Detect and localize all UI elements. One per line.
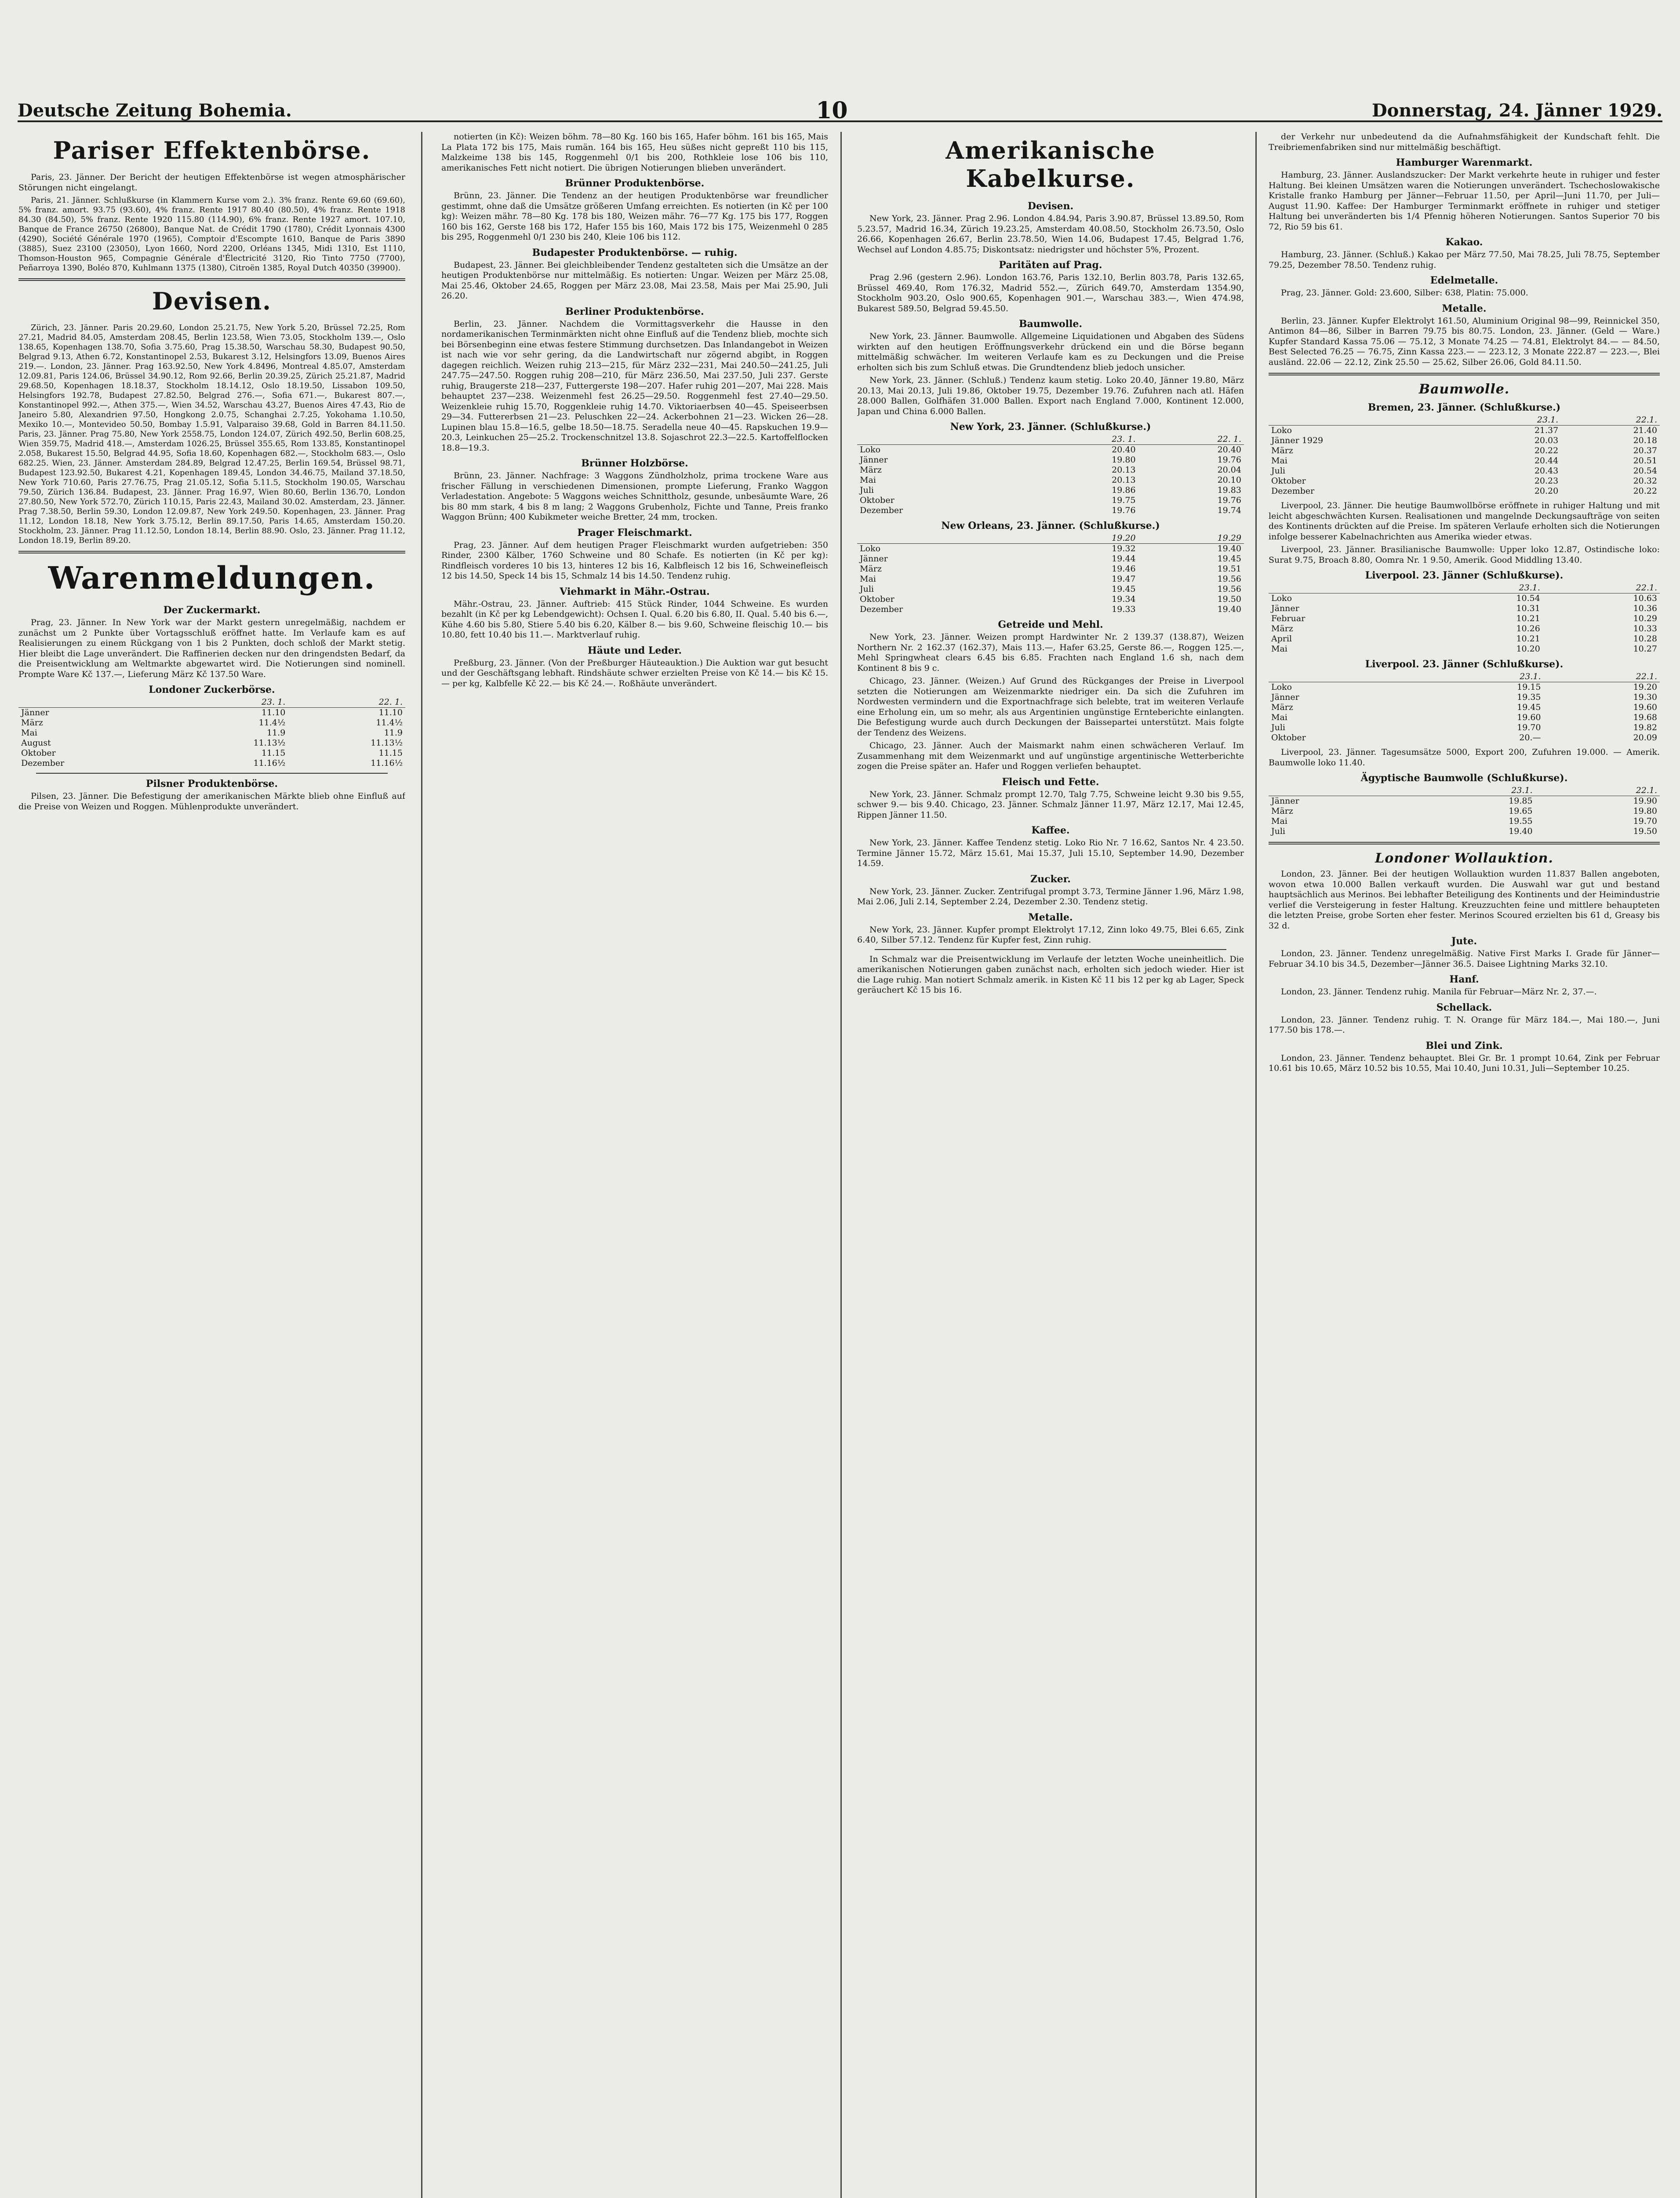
row-label: Juli — [1271, 466, 1286, 476]
table-cell: 11.15 — [378, 748, 403, 758]
table-cell: 19.75 — [1112, 495, 1136, 505]
table-row — [857, 574, 1244, 584]
egyptian-cotton-table — [1269, 786, 1660, 837]
table-cell: 10.31 — [1516, 604, 1540, 613]
subheading: Metalle. — [1442, 302, 1487, 314]
article-text: London, 23. Jänner. Tendenz unregelmäßig. Native First Marks I. Grade für Jänner—Februar 34.10 bis 34.5, Dezember—Jänner 36.5. Daisee Lightning Marks 32.10. — [1269, 949, 1660, 969]
table-header — [857, 434, 1033, 445]
table-cell: 20.54 — [1633, 466, 1657, 476]
new-orleans-cotton-table — [857, 533, 1244, 615]
table-cell: 19.70 — [1517, 723, 1541, 732]
subheading: Berliner Produktenbörse. — [565, 306, 704, 317]
table-row — [1269, 713, 1660, 723]
row-label: Dezember — [860, 604, 903, 614]
table-cell: 19.45 — [1112, 584, 1136, 594]
article-text: Chicago, 23. Jänner. Auch der Maismarkt nahm einen schwächeren Verlauf. Im Zusammenhang mit dem Weizenmarkt und auf ungünstige argentinische Wetterberichte zogen die Preise später an. Hafer und Roggen verliefen behauptet. — [857, 741, 1244, 771]
table-cell: 11.9 — [384, 728, 403, 738]
table-header: 22.1. — [1561, 415, 1660, 426]
table-cell: 19.47 — [1112, 574, 1136, 584]
article-text: New York, 23. Jänner. Kupfer prompt Elektrolyt 17.12, Zinn loko 49.75, Blei 6.65, Zink 6.40, Silber 57.12. Tendenz für Kupfer fest, Zinn ruhig. — [857, 924, 1244, 945]
table-header — [18, 697, 171, 708]
article-text: New York, 23. Jänner. Schmalz prompt 12.70, Talg 7.75, Schweine leicht 9.30 bis 9.55, schwer 9.— bis 9.40. Chicago, 23. Jänner. Schmalz Jänner 11.97, März 12.17, Mai 12.45, Rippen Jänner 11.50. — [857, 789, 1244, 820]
subheading: Londoner Zuckerbörse. — [149, 684, 275, 695]
table-cell: 20.23 — [1534, 476, 1559, 486]
row-label: Juli — [860, 485, 874, 495]
article-text: Prag, 23. Jänner. In New York war der Markt gestern unregelmäßig, nachdem er zunächst um 2 Punkte über Vortagsschluß eröffnet hatte. Im Verlaufe kam es auf Realisierungen zu einem Rückgang von 1 bis 2 Punkten, doch schloß der Markt stetig. Hier bleibt die Lage unverändert. Die Raffinerien decken nur den dringendsten Bedarf, da die Preisentwicklung am Weltmarkte abgewartet wird. Die Notierungen sind nominell. Prompte Ware Kč 137.—, Lieferung März Kč 137.50 Ware. — [18, 618, 405, 679]
article-text: New York, 23. Jänner. (Schluß.) Tendenz kaum stetig. Loko 20.40, Jänner 19.80, März 20.13, Mai 20.13, Juli 19.86, Oktober 19.75, Dezember 19.76. Zufuhren nach atl. Häfen 28.000 Ballen, Golfhäfen 31.000 Ballen. Export nach England 7.000, Kontinent 12.000, Japan und China 6.000 Ballen. — [857, 375, 1244, 416]
section-title-devisen: Devisen. — [152, 287, 272, 315]
subheading: Liverpool. 23. Jänner (Schlußkurse). — [1365, 659, 1564, 670]
subheading: Getreide und Mehl. — [998, 619, 1103, 630]
row-label: Oktober — [21, 748, 56, 758]
table-cell: 11.13½ — [253, 738, 286, 748]
table-cell: 19.76 — [1217, 455, 1241, 465]
row-label: Mai — [21, 728, 37, 738]
row-label: März — [860, 465, 882, 475]
article-text: Prag 2.96 (gestern 2.96). London 163.76, Paris 132.10, Berlin 803.78, Paris 132.65, Brüssel 469.40, Rom 176.32, Madrid 552.—, Zürich 649.70, Amsterdam 1354.90, Stockholm 903.20, Oslo 900.65, Kopenhagen 901.—, Warschau 383.—, Wien 474.98, Bukarest 589.50, Belgrad 59.45.50. — [857, 273, 1244, 313]
article-text: New York, 23. Jänner. Prag 2.96. London 4.84.94, Paris 3.90.87, Brüssel 13.89.50, Rom 5.23.57, Madrid 16.34, Zürich 19.23.25, Amsterdam 40.08.50, Stockholm 26.73.50, Oslo 26.66, Kopenhagen 26.67, Berlin 23.78.50, Wien 14.06, Budapest 17.45, Belgrad 1.76, Wechsel auf London 4.85.75; Diskontsatz: niedrigster und höchster 5%, Prozent. — [857, 214, 1244, 255]
table-cell: 10.27 — [1633, 644, 1657, 654]
row-label: Mai — [1271, 644, 1287, 654]
article-text: Prag, 23. Jänner. Auf dem heutigen Prager Fleischmarkt wurden aufgetrieben: 350 Rinder, 2300 Kälber, 1760 Schweine und 80 Schafe. Es notierten (in Kč per kg): Rindfleisch vorderes 10 bis 13, hinteres 12 bis 16, Kalbfleisch 12 bis 16, Schweinefleisch 12 bis 14.50, Speck 14 bis 15, Schmalz 14 bis 14.50. Tendenz ruhig. — [441, 540, 828, 581]
table-cell: 10.21 — [1516, 634, 1540, 644]
paper-title: Deutsche Zeitung Bohemia. — [18, 100, 292, 121]
table-cell: 11.9 — [267, 728, 286, 738]
table-row — [1269, 426, 1660, 436]
subheading: New Orleans, 23. Jänner. (Schlußkurse.) — [941, 520, 1160, 531]
table-header: 22.1. — [1544, 672, 1660, 682]
table-row — [857, 604, 1244, 615]
table-header — [1269, 672, 1427, 682]
table-cell: 19.80 — [1633, 806, 1657, 816]
subheading: Devisen. — [1027, 200, 1074, 212]
subheading: Zucker. — [1030, 873, 1071, 885]
table-cell: 19.30 — [1633, 692, 1657, 702]
table-row — [1269, 634, 1660, 644]
article-text: Liverpool, 23. Jänner. Die heutige Baumwollbörse eröffnete in ruhiger Haltung und mit leicht abgeschwächten Kursen. Realisationen und mangelnde Deckungsaufträge von seiten des Kontinents drückten auf die Preise. Im späteren Verlaufe erholten sich die Notierungen infolge besserer Kabelnachrichten aus Amerika wieder etwas. — [1269, 501, 1660, 542]
table-cell: 19.74 — [1217, 506, 1241, 515]
table-header: 23. 1. — [1033, 434, 1138, 445]
column-3 — [857, 132, 1244, 2198]
article-text: Hamburg, 23. Jänner. Auslandszucker: Der Markt verkehrte heute in ruhiger und fester Haltung. Bei kleinen Umsätzen waren die Notierungen unverändert. Tschechoslowakische Kristalle franko Hamburg per Jänner—Februar 11.50, per April—Juni 11.70, per Juli—August 11.90. Kaffee: Der Hamburger Terminmarkt eröffnete in ruhiger und stetiger Haltung bei unveränderten bis 1/4 Pfennig höheren Notierungen. Santos Superior 70 bis 72, Rio 59 bis 61. — [1269, 170, 1660, 232]
subheading: Häute und Leder. — [588, 644, 682, 656]
table-row — [18, 738, 405, 748]
row-label: Jänner — [1271, 692, 1299, 702]
column-1 — [18, 132, 405, 2198]
issue-date: Donnerstag, 24. Jänner 1929. — [1371, 100, 1662, 121]
row-label: Jänner — [21, 708, 49, 717]
divider — [18, 278, 405, 281]
table-cell: 19.56 — [1217, 584, 1241, 594]
table-cell: 19.44 — [1112, 554, 1136, 564]
table-header — [1269, 786, 1411, 796]
row-label: Loko — [1271, 593, 1292, 603]
article-text: Liverpool, 23. Jänner. Tagesumsätze 5000, Export 200, Zufuhren 19.000. — Amerik. Baumwolle loko 11.40. — [1269, 747, 1660, 768]
row-label: Oktober — [860, 594, 895, 604]
table-row — [857, 495, 1244, 506]
table-row — [1269, 436, 1660, 446]
row-label: August — [21, 738, 51, 748]
bremen-cotton-table — [1269, 415, 1660, 496]
row-label: Loko — [1271, 682, 1292, 692]
table-cell: 19.55 — [1509, 816, 1533, 826]
column-rule — [421, 132, 422, 2198]
table-cell: 10.28 — [1633, 634, 1657, 644]
article-text: Paris, 23. Jänner. Der Bericht der heutigen Effektenbörse ist wegen atmosphärischer Störungen nicht eingelangt. — [18, 172, 405, 193]
table-cell: 10.36 — [1633, 604, 1657, 613]
subheading: Paritäten auf Prag. — [999, 259, 1102, 271]
row-label: Mai — [1271, 456, 1287, 466]
subheading: Jute. — [1451, 935, 1477, 947]
section-title-amerikanische-kabelkurse: Amerikanische Kabelkurse. — [945, 136, 1156, 193]
table-cell: 10.21 — [1516, 614, 1540, 623]
table-row — [1269, 733, 1660, 743]
table-cell: 20.22 — [1633, 486, 1657, 496]
table-cell: 19.85 — [1509, 796, 1533, 806]
table-cell: 19.15 — [1517, 682, 1541, 692]
article-text: Brünn, 23. Jänner. Die Tendenz an der heutigen Produktenbörse war freundlicher gestimmt, ohne daß die Umsätze größeren Umfang erreichten. Es notierten (in Kč per 100 kg): Weizen mähr. 78—80 Kg. 178 bis 180, Weizen mähr. 76—77 Kg. 175 bis 177, Roggen 160 bis 162, Gerste 168 bis 172, Hafer 155 bis 160, Mais 172 bis 175, Weizenmehl 0 285 bis 295, Roggenmehl 0/1 230 bis 240, Kleie 106 bis 112. — [441, 191, 828, 242]
row-label: Dezember — [1271, 486, 1315, 496]
table-cell: 20.20 — [1534, 486, 1559, 496]
table-cell: 10.54 — [1516, 593, 1540, 603]
subheading: Hamburger Warenmarkt. — [1396, 157, 1533, 168]
subheading: Kaffee. — [1031, 825, 1070, 836]
subheading: Der Zuckermarkt. — [163, 604, 261, 616]
article-text: Mähr.-Ostrau, 23. Jänner. Auftrieb: 415 Stück Rinder, 1044 Schweine. Es wurden bezahlt (in Kč per kg Lebendgewicht): Ochsen I. Qual. 6.20 bis 6.80, II. Qual. 5.40 bis 6.—, Kühe 4.60 bis 5.80, Stiere 5.40 bis 6.20, Kälber 8.— bis 9.60, Schweine fleischig 10.— bis 10.80, fett 10.40 bis 11.—. Marktverlauf ruhig. — [441, 599, 828, 640]
row-label: Februar — [1271, 614, 1305, 623]
table-row — [1269, 604, 1660, 614]
table-row — [18, 718, 405, 728]
table-cell: 20.18 — [1633, 436, 1657, 445]
row-label: Loko — [860, 445, 881, 455]
table-row — [857, 465, 1244, 475]
row-label: Loko — [1271, 426, 1292, 435]
row-label: Jänner — [860, 554, 888, 564]
subheading: Metalle. — [1028, 911, 1073, 923]
table-cell: 11.4½ — [376, 718, 403, 728]
divider — [875, 949, 1226, 950]
table-cell: 19.70 — [1633, 816, 1657, 826]
article-text: Paris, 21. Jänner. Schlußkurse (in Klammern Kurse vom 2.). 3% franz. Rente 69.60 (69.60), 5% franz. amort. 93.75 (93.60), 4% franz. Rente 1917 80.40 (80.50), 4% franz. Rente 1918 84.30 (84.50), 5% franz. Rente 1920 115.80 (114.90), 6% franz. Rente 1927 amort. 107.10, Banque de France 26750 (26800), Banque Nat. de Crédit 1790 (1780), Crédit Lyonnais 4300 (4290), Société Générale 1970 (1965), Comptoir d'Escompte 1610, Banque de Paris 3890 (3885), Suez 23100 (23050), Lyon 1660, Nord 2200, Orléans 1345, Midi 1310, Est 1110, Thomson-Houston 965, Compagnie Générale d'Électricité 3120, Rio Tinto 7750 (7700), Peñarroya 1390, Boléo 870, Kuhlmann 1375 (1380), Citroën 1385, Royal Dutch 40350 (39900). — [18, 196, 405, 273]
table-cell: 19.34 — [1112, 594, 1136, 604]
row-label: Juli — [1271, 826, 1286, 836]
table-cell: 19.45 — [1217, 554, 1241, 564]
table-cell: 20.37 — [1633, 446, 1657, 455]
table-header: 22.1. — [1543, 583, 1660, 593]
row-label: März — [21, 718, 43, 728]
table-header: 22. 1. — [1138, 434, 1244, 445]
subheading: Pilsner Produktenbörse. — [145, 778, 278, 790]
table-row — [1269, 644, 1660, 654]
table-row — [857, 564, 1244, 574]
table-header — [1269, 583, 1426, 593]
article-text: Prag, 23. Jänner. Gold: 23.600, Silber: 638, Platin: 75.000. — [1281, 288, 1528, 298]
table-cell: 11.10 — [261, 708, 286, 717]
table-cell: 20.— — [1519, 733, 1541, 742]
row-label: Juli — [1271, 723, 1286, 732]
row-label: Juli — [860, 584, 874, 594]
table-cell: 11.10 — [378, 708, 403, 717]
table-cell: 19.60 — [1633, 702, 1657, 712]
table-header: 22.1. — [1535, 786, 1660, 796]
subheading: Hanf. — [1449, 974, 1479, 985]
table-cell: 20.40 — [1112, 445, 1136, 455]
table-row — [857, 475, 1244, 485]
table-row — [1269, 624, 1660, 634]
row-label: März — [1271, 702, 1293, 712]
article-text: Hamburg, 23. Jänner. (Schluß.) Kakao per März 77.50, Mai 78.25, Juli 78.75, September 79.25, Dezember 78.50. Tendenz ruhig. — [1269, 250, 1660, 270]
article-text: London, 23. Jänner. Tendenz ruhig. Manila für Februar—März Nr. 2, 37.—. — [1281, 987, 1597, 997]
row-label: Jänner — [1271, 604, 1299, 613]
article-text: London, 23. Jänner. Bei der heutigen Wollauktion wurden 11.837 Ballen angeboten, wovon etwa 10.000 Ballen verkauft wurden. Die Auswahl war gut und bestand hauptsächlich aus Merinos. Bei lebhafter Beteiligung des Kontinents und der Heimindustrie verlief die Versteigerung in fester Haltung. Kreuzzuchten feine und mittlere behaupteten die letzten Preise, grobe Sorten eher fester. Merinos Scoured erzielten bis 61 d, Greasy bis 32 d. — [1269, 869, 1660, 931]
table-cell: 11.4½ — [258, 718, 286, 728]
table-row — [18, 708, 405, 718]
table-cell: 19.76 — [1217, 495, 1241, 505]
table-row — [1269, 466, 1660, 476]
table-cell: 19.46 — [1112, 564, 1136, 574]
london-sugar-table — [18, 697, 405, 768]
table-cell: 19.80 — [1112, 455, 1136, 465]
table-cell: 20.13 — [1112, 475, 1136, 485]
row-label: Mai — [860, 574, 876, 584]
liverpool-cotton-table — [1269, 583, 1660, 654]
table-cell: 20.04 — [1217, 465, 1241, 475]
table-cell: 19.20 — [1633, 682, 1657, 692]
article-text: Berlin, 23. Jänner. Kupfer Elektrolyt 161.50, Aluminium Original 98—99, Reinnickel 350, Antimon 84—86, Silber in Barren 79.75 bis 80.75. London, 23. Jänner. (Geld — Ware.) Kupfer Standard Kassa 75.06 — 75.12, 3 Monate 74.25 — 74.81, Elektrolyt 84.— — 84.50, Best Selected 76.25 — 76.75, Zinn Kassa 223.— — 223.12, 3 Monate 222.87 — 223.—, Blei ausländ. 22.06 — 22.12, Zink 25.50 — 25.62, Silber 26.06, Gold 84.11.50. — [1269, 316, 1660, 367]
table-cell: 20.43 — [1534, 466, 1559, 476]
section-title-warenmeldungen: Warenmeldungen. — [48, 560, 376, 596]
table-cell: 19.56 — [1217, 574, 1241, 584]
column-rule — [1255, 132, 1257, 2198]
table-cell: 19.60 — [1517, 713, 1541, 722]
table-header: 23.1. — [1411, 786, 1535, 796]
table-cell: 19.68 — [1633, 713, 1657, 722]
table-cell: 19.50 — [1633, 826, 1657, 836]
subheading: Liverpool. 23. Jänner (Schlußkurse). — [1365, 570, 1564, 581]
divider — [36, 773, 388, 774]
subheading: Ägyptische Baumwolle (Schlußkurse). — [1360, 772, 1568, 784]
table-cell: 20.22 — [1534, 446, 1559, 455]
section-title-wollauktion: Londoner Wollauktion. — [1375, 851, 1553, 866]
subheading: Fleisch und Fette. — [1002, 776, 1099, 788]
subheading: Blei und Zink. — [1425, 1040, 1503, 1052]
table-row — [1269, 692, 1660, 702]
table-cell: 19.40 — [1217, 544, 1241, 553]
table-row — [1269, 723, 1660, 733]
table-row — [1269, 826, 1660, 837]
table-cell: 19.45 — [1517, 702, 1541, 712]
table-cell: 10.26 — [1516, 624, 1540, 633]
table-row — [1269, 614, 1660, 624]
row-label: Dezember — [860, 506, 903, 515]
table-cell: 20.03 — [1534, 436, 1559, 445]
article-text: New York, 23. Jänner. Kaffee Tendenz stetig. Loko Rio Nr. 7 16.62, Santos Nr. 4 23.50. Termine Jänner 15.72, März 15.61, Mai 15.37, Juli 15.10, September 14.90, Dezember 14.59. — [857, 838, 1244, 868]
subheading: Budapester Produktenbörse. — ruhig. — [532, 247, 738, 258]
table-row — [1269, 816, 1660, 826]
table-cell: 11.13½ — [371, 738, 403, 748]
page-number: 10 — [816, 97, 848, 124]
article-text: New York, 23. Jänner. Zucker. Zentrifugal prompt 3.73, Termine Jänner 1.96, März 1.98, Mai 2.06, Juli 2.14, September 2.24, Dezember 2.30. Tendenz stetig. — [857, 886, 1244, 906]
table-row — [1269, 446, 1660, 456]
subheading: New York, 23. Jänner. (Schlußkurse.) — [950, 421, 1151, 433]
row-label: Mai — [860, 475, 876, 485]
subheading: Brünner Holzbörse. — [581, 458, 688, 469]
article-text: der Verkehr nur unbedeutend da die Aufnahmsfähigkeit der Kundschaft fehlt. Die Treibriemenfabriken sind nur mittelmäßig beschäftigt. — [1269, 132, 1660, 152]
row-label: März — [1271, 624, 1293, 633]
row-label: April — [1271, 634, 1292, 644]
table-row — [857, 506, 1244, 516]
table-header: 23.1. — [1426, 583, 1543, 593]
article-text: New York, 23. Jänner. Baumwolle. Allgemeine Liquidationen und Abgaben des Südens wirkten auf den heutigen Eröffnungsverkehr drückend ein und die Börse begann mittelmäßig schwächer. Im weiteren Verlaufe kam es zu Deckungen und die Preise erholten sich bis zum Schluß etwas. Die Grundtendenz blieb jedoch unsicher. — [857, 331, 1244, 372]
table-row — [18, 728, 405, 738]
divider — [1269, 373, 1660, 375]
table-row — [857, 485, 1244, 495]
row-label: Jänner — [860, 455, 888, 465]
table-cell: 19.33 — [1112, 604, 1136, 614]
column-4 — [1269, 132, 1660, 2198]
table-cell: 11.16½ — [371, 758, 403, 768]
article-text: Liverpool, 23. Jänner. Brasilianische Baumwolle: Upper loko 12.87, Ostindische loko: Surat 9.75, Broach 8.80, Oomra Nr. 1 9.50, Amerik. Good Middling 13.40. — [1269, 545, 1660, 565]
table-cell: 10.29 — [1633, 614, 1657, 623]
table-row — [857, 445, 1244, 455]
article-text: Brünn, 23. Jänner. Nachfrage: 3 Waggons Zündholzholz, prima trockene Ware aus frischer Fällung in verschiedenen Dimensionen, prompte Lieferung, Franko Waggon Verladestation. Angebote: 5 Waggons weiches Schnittholz, gesunde, unbesäumte Ware, 26 bis 80 mm stark, 4 bis 8 m lang; 2 Waggons Grubenholz, Fichte und Tanne, Preis franko Waggon Brünn; 400 Kubikmeter weiche Bretter, 24 mm, trocken. — [441, 471, 828, 522]
subheading: Brünner Produktenbörse. — [565, 178, 705, 189]
subheading: Schellack. — [1436, 1001, 1492, 1013]
table-header: 19.20 — [1033, 533, 1138, 544]
article-text: Pilsen, 23. Jänner. Die Befestigung der amerikanischen Märkte blieb ohne Einfluß auf die Preise von Weizen und Roggen. Mühlenprodukte unverändert. — [18, 791, 405, 812]
table-row — [18, 748, 405, 758]
table-row — [1269, 476, 1660, 486]
table-row — [1269, 702, 1660, 713]
table-header: 23.1. — [1427, 672, 1543, 682]
section-title-paris: Pariser Effektenbörse. — [53, 136, 371, 164]
table-cell: 19.76 — [1112, 506, 1136, 515]
article-text: Zürich, 23. Jänner. Paris 20.29.60, London 25.21.75, New York 5.20, Brüssel 72.25, Rom 27.21, Madrid 84.05, Amsterdam 208.45, Berlin 123.58, Wien 73.05, Stockholm 139.—, Oslo 138.65, Kopenhagen 138.70, Sofia 3.75.60, Prag 15.38.50, Warschau 58.30, Budapest 90.50, Belgrad 9.13, Athen 6.72, Konstantinopel 2.53, Bukarest 3.12, Helsingfors 13.09, Buenos Aires 219.—. London, 23. Jänner. Prag 163.92.50, New York 4.8496, Montreal 4.85.07, Amsterdam 12.09.81, Paris 124.06, Brüssel 34.90.12, Rom 92.66, Berlin 20.39.25, Zürich 25.21.87, Madrid 29.68.50, Kopenhagen 18.18.37, Stockholm 18.14.12, Oslo 18.19.50, Lissabon 109.50, Helsingfors 192.78, Budapest 27.82.50, Belgrad 276.—, Sofia 671.—, Bukarest 807.—, Konstantinopel 992.—, Athen 375.—, Wien 34.52, Warschau 43.27, Buenos Aires 47.43, Rio de Janeiro 5.80, Alexandrien 97.50, Hongkong 2.0.75, Schanghai 2.7.25, Yokohama 1.10.50, Mexiko 10.—, Montevideo 50.50, Bombay 1.5.91, Valparaiso 39.68, Gold in Barren 84.11.50. Paris, 23. Jänner. Prag 75.80, New York 2558.75, London 124.07, Zürich 492.50, Berlin 608.25, Wien 359.75, Madrid 418.—, Amsterdam 1026.25, Brüssel 355.65, Rom 133.85, Konstantinopel 2.058, Bukarest 15.50, Belgrad 44.95, Sofia 18.60, Kopenhagen 682.—, Stockholm 683.—, Oslo 682.25. Wien, 23. Jänner. Amsterdam 284.89, Belgrad 12.47.25, Berlin 169.54, Brüssel 98.71, Budapest 123.92.50, Bukarest 4.21, Kopenhagen 189.45, London 34.46.75, Mailand 37.18.50, New York 710.60, Paris 27.76.75, Prag 21.05.12, Sofia 5.11.5, Stockholm 190.05, Warschau 79.50, Zürich 136.84. Budapest, 23. Jänner. Prag 16.97, Wien 80.60, Berlin 136.70, London 27.80.50, New York 572.70, Zürich 110.15, Paris 22.43, Mailand 30.02. Amsterdam, 23. Jänner. Prag 7.38.50, Berlin 59.30, London 12.09.87, New York 249.50. Kopenhagen, 23. Jänner. Prag 11.12, London 18.18, New York 3.75.12, Berlin 89.17.50, Paris 14.65, Amsterdam 150.20. Stockholm, 23. Jänner. Prag 11.12.50, London 18.14, Berlin 88.90. Oslo, 23. Jänner. Prag 11.12, London 18.19, Berlin 89.20. — [18, 323, 405, 545]
table-cell: 19.32 — [1112, 544, 1136, 553]
table-header — [857, 533, 1033, 544]
table-row — [18, 758, 405, 768]
table-cell: 19.35 — [1517, 692, 1541, 702]
row-label: Oktober — [860, 495, 895, 505]
table-row — [857, 455, 1244, 465]
article-text: London, 23. Jänner. Tendenz behauptet. Blei Gr. Br. 1 prompt 10.64, Zink per Februar 10.61 bis 10.65, März 10.52 bis 10.55, Mai 10.40, Juni 10.31, Juli—September 10.25. — [1269, 1053, 1660, 1073]
table-row — [1269, 593, 1660, 604]
table-cell: 20.51 — [1633, 456, 1657, 466]
row-label: Mai — [1271, 713, 1287, 722]
column-2 — [441, 132, 828, 2198]
table-row — [1269, 456, 1660, 466]
table-cell: 19.86 — [1112, 485, 1136, 495]
table-row — [1269, 486, 1660, 496]
article-text: New York, 23. Jänner. Weizen prompt Hardwinter Nr. 2 139.37 (138.87), Weizen Northern Nr. 2 162.37 (162.37), Mais 113.—, Hafer 63.25, Gerste 86.—, Roggen 125.—, Mehl Springwheat clears 6.45 bis 6.85. Frachten nach England 1.6 sh, nach dem Kontinent 8 bis 9 c. — [857, 632, 1244, 673]
table-cell: 19.83 — [1217, 485, 1241, 495]
table-cell: 20.40 — [1217, 445, 1241, 455]
article-text: Budapest, 23. Jänner. Bei gleichbleibender Tendenz gestalteten sich die Umsätze an der heutigen Produktenbörse nur mittelmäßig. Es notierten: Ungar. Weizen per März 25.08, Mai 25.46, Oktober 24.65, Roggen per März 23.08, Mai 23.58, Mais per Mai 25.90, Juli 26.20. — [441, 260, 828, 301]
table-cell: 11.16½ — [253, 758, 286, 768]
page-header — [18, 97, 1662, 124]
table-header: 22. 1. — [288, 697, 405, 708]
subheading: Prager Fleischmarkt. — [577, 527, 692, 539]
table-cell: 19.90 — [1633, 796, 1657, 806]
row-label: Oktober — [1271, 476, 1306, 486]
table-cell: 19.40 — [1217, 604, 1241, 614]
table-cell: 19.51 — [1217, 564, 1241, 574]
table-row — [1269, 682, 1660, 693]
subheading: Viehmarkt in Mähr.-Ostrau. — [560, 586, 710, 597]
table-cell: 21.37 — [1534, 426, 1559, 435]
table-cell: 11.15 — [261, 748, 286, 758]
article-text: Chicago, 23. Jänner. (Weizen.) Auf Grund des Rückganges der Preise in Liverpool setzten die Notierungen am Weizenmarkte niedriger ein. Da sich die Zufuhren im Nordwesten vermindern und die Exportnachfrage sich belebte, trat im weiteren Verlaufe eine Erholung ein, um so mehr, als aus Argentinien ungünstige Ernteberichte einlangten. Die Befestigung wurde auch durch Deckungen der Baissepartei unterstützt. Mais folgte der Tendenz des Weizens. — [857, 676, 1244, 738]
row-label: Mai — [1271, 816, 1287, 826]
table-header: 23. 1. — [171, 697, 288, 708]
table-row — [1269, 806, 1660, 816]
table-row — [857, 594, 1244, 604]
row-label: Oktober — [1271, 733, 1306, 742]
table-header: 23.1. — [1462, 415, 1561, 426]
article-text: London, 23. Jänner. Tendenz ruhig. T. N. Orange für März 184.—, Mai 180.—, Juni 177.50 bis 178.—. — [1269, 1015, 1660, 1035]
table-row — [857, 544, 1244, 554]
article-text: Berlin, 23. Jänner. Nachdem die Vormittagsverkehr die Hausse in den nordamerikanischen Terminmärkten nicht ohne Einfluß auf die Tendenz blieb, mochte sich bei Börsenbeginn eine etwas festere Stimmung durchsetzen. Das Inlandangebot in Weizen ist nach wie vor sehr gering, da die Landwirtschaft nur zögernd abgibt, in Roggen dagegen reichlich. Weizen ruhig 213—215, für März 232—231, Mai 240.50—241.25, Juli 247.75—247.50. Roggen ruhig 208—210, für März 236.50, Mai 237.50, Juli 237. Gerste ruhig, Braugerste 218—237, Futtergerste 198—207. Hafer ruhig 201—207, Mai 228. Mais behauptet 237—238. Weizenmehl fest 26.25—29.50. Roggenmehl fest 27.40—29.50. Weizenkleie ruhig 15.70, Roggenkleie ruhig 14.70. Viktoriaerbsen 40—45. Speiseerbsen 29—34. Futtererbsen 21—23. Peluschken 22—24. Ackerbohnen 21—23. Wicken 26—28. Lupinen blau 15.8—16.5, gelbe 18.50—18.75. Seradella neue 40—45. Rapskuchen 19.9—20.3, Leinkuchen 25—25.2. Trockenschnitzel 13.8. Sojaschrot 22.3—22.5. Kartoffelflocken 18.8—19.3. — [441, 319, 828, 453]
table-cell: 19.40 — [1509, 826, 1533, 836]
table-cell: 10.33 — [1633, 624, 1657, 633]
row-label: März — [1271, 806, 1293, 816]
row-label: März — [1271, 446, 1293, 455]
table-cell: 20.44 — [1534, 456, 1559, 466]
subheading: Edelmetalle. — [1430, 275, 1498, 286]
table-cell: 20.10 — [1217, 475, 1241, 485]
table-header: 19.29 — [1138, 533, 1244, 544]
table-row — [857, 584, 1244, 594]
row-label: Loko — [860, 544, 881, 553]
article-text: In Schmalz war die Preisentwicklung im Verlaufe der letzten Woche uneinheitlich. Die amerikanischen Notierungen gaben zunächst nach, erholten sich jedoch wieder. Hier ist die Lage ruhig. Man notiert Schmalz amerik. in Kisten Kč 11 bis 12 per kg ab Lager, Speck geräuchert Kč 15 bis 16. — [857, 954, 1244, 995]
table-cell: 20.13 — [1112, 465, 1136, 475]
row-label: März — [860, 564, 882, 574]
article-text: notierten (in Kč): Weizen böhm. 78—80 Kg. 160 bis 165, Hafer böhm. 161 bis 165, Mais La Plata 172 bis 175, Mais rumän. 164 bis 165, Heu süßes nicht gepreßt 110 bis 115, Malzkeime 138 bis 145, Roggenmehl 0/1 bis 200, Rothkleie lose 106 bis 110, amerikanisches Fett nicht notiert. Die übrigen Notierungen blieben unverändert. — [441, 132, 828, 173]
section-title-baumwolle: Baumwolle. — [1418, 382, 1510, 397]
table-cell: 21.40 — [1633, 426, 1657, 435]
divider — [18, 551, 405, 553]
table-row — [857, 554, 1244, 564]
subheading: Kakao. — [1445, 237, 1483, 248]
divider — [1269, 842, 1660, 844]
row-label: Jänner — [1271, 796, 1299, 806]
ny-cotton-table — [857, 434, 1244, 516]
table-cell: 19.50 — [1217, 594, 1241, 604]
column-rule — [840, 132, 842, 2198]
row-label: Jänner 1929 — [1271, 436, 1324, 445]
row-label: Dezember — [21, 758, 65, 768]
table-cell: 10.20 — [1516, 644, 1540, 654]
table-cell: 19.65 — [1509, 806, 1533, 816]
subheading: Bremen, 23. Jänner. (Schlußkurse.) — [1367, 402, 1561, 413]
article-text: Preßburg, 23. Jänner. (Von der Preßburger Häuteauktion.) Die Auktion war gut besucht und der Geschäftsgang lebhaft. Rindshäute schwer erzielten Preise von Kč 14.— bis Kč 15.— per kg, Kalbfelle Kč 22.— bis Kč 24.—. Roßhäute unverändert. — [441, 658, 828, 688]
liverpool-cotton-table-2 — [1269, 672, 1660, 743]
table-cell: 19.82 — [1633, 723, 1657, 732]
table-cell: 20.32 — [1633, 476, 1657, 486]
table-cell: 10.63 — [1633, 593, 1657, 603]
table-row — [1269, 796, 1660, 807]
subheading: Baumwolle. — [1018, 318, 1083, 330]
table-header — [1269, 415, 1462, 426]
table-cell: 20.09 — [1633, 733, 1657, 742]
